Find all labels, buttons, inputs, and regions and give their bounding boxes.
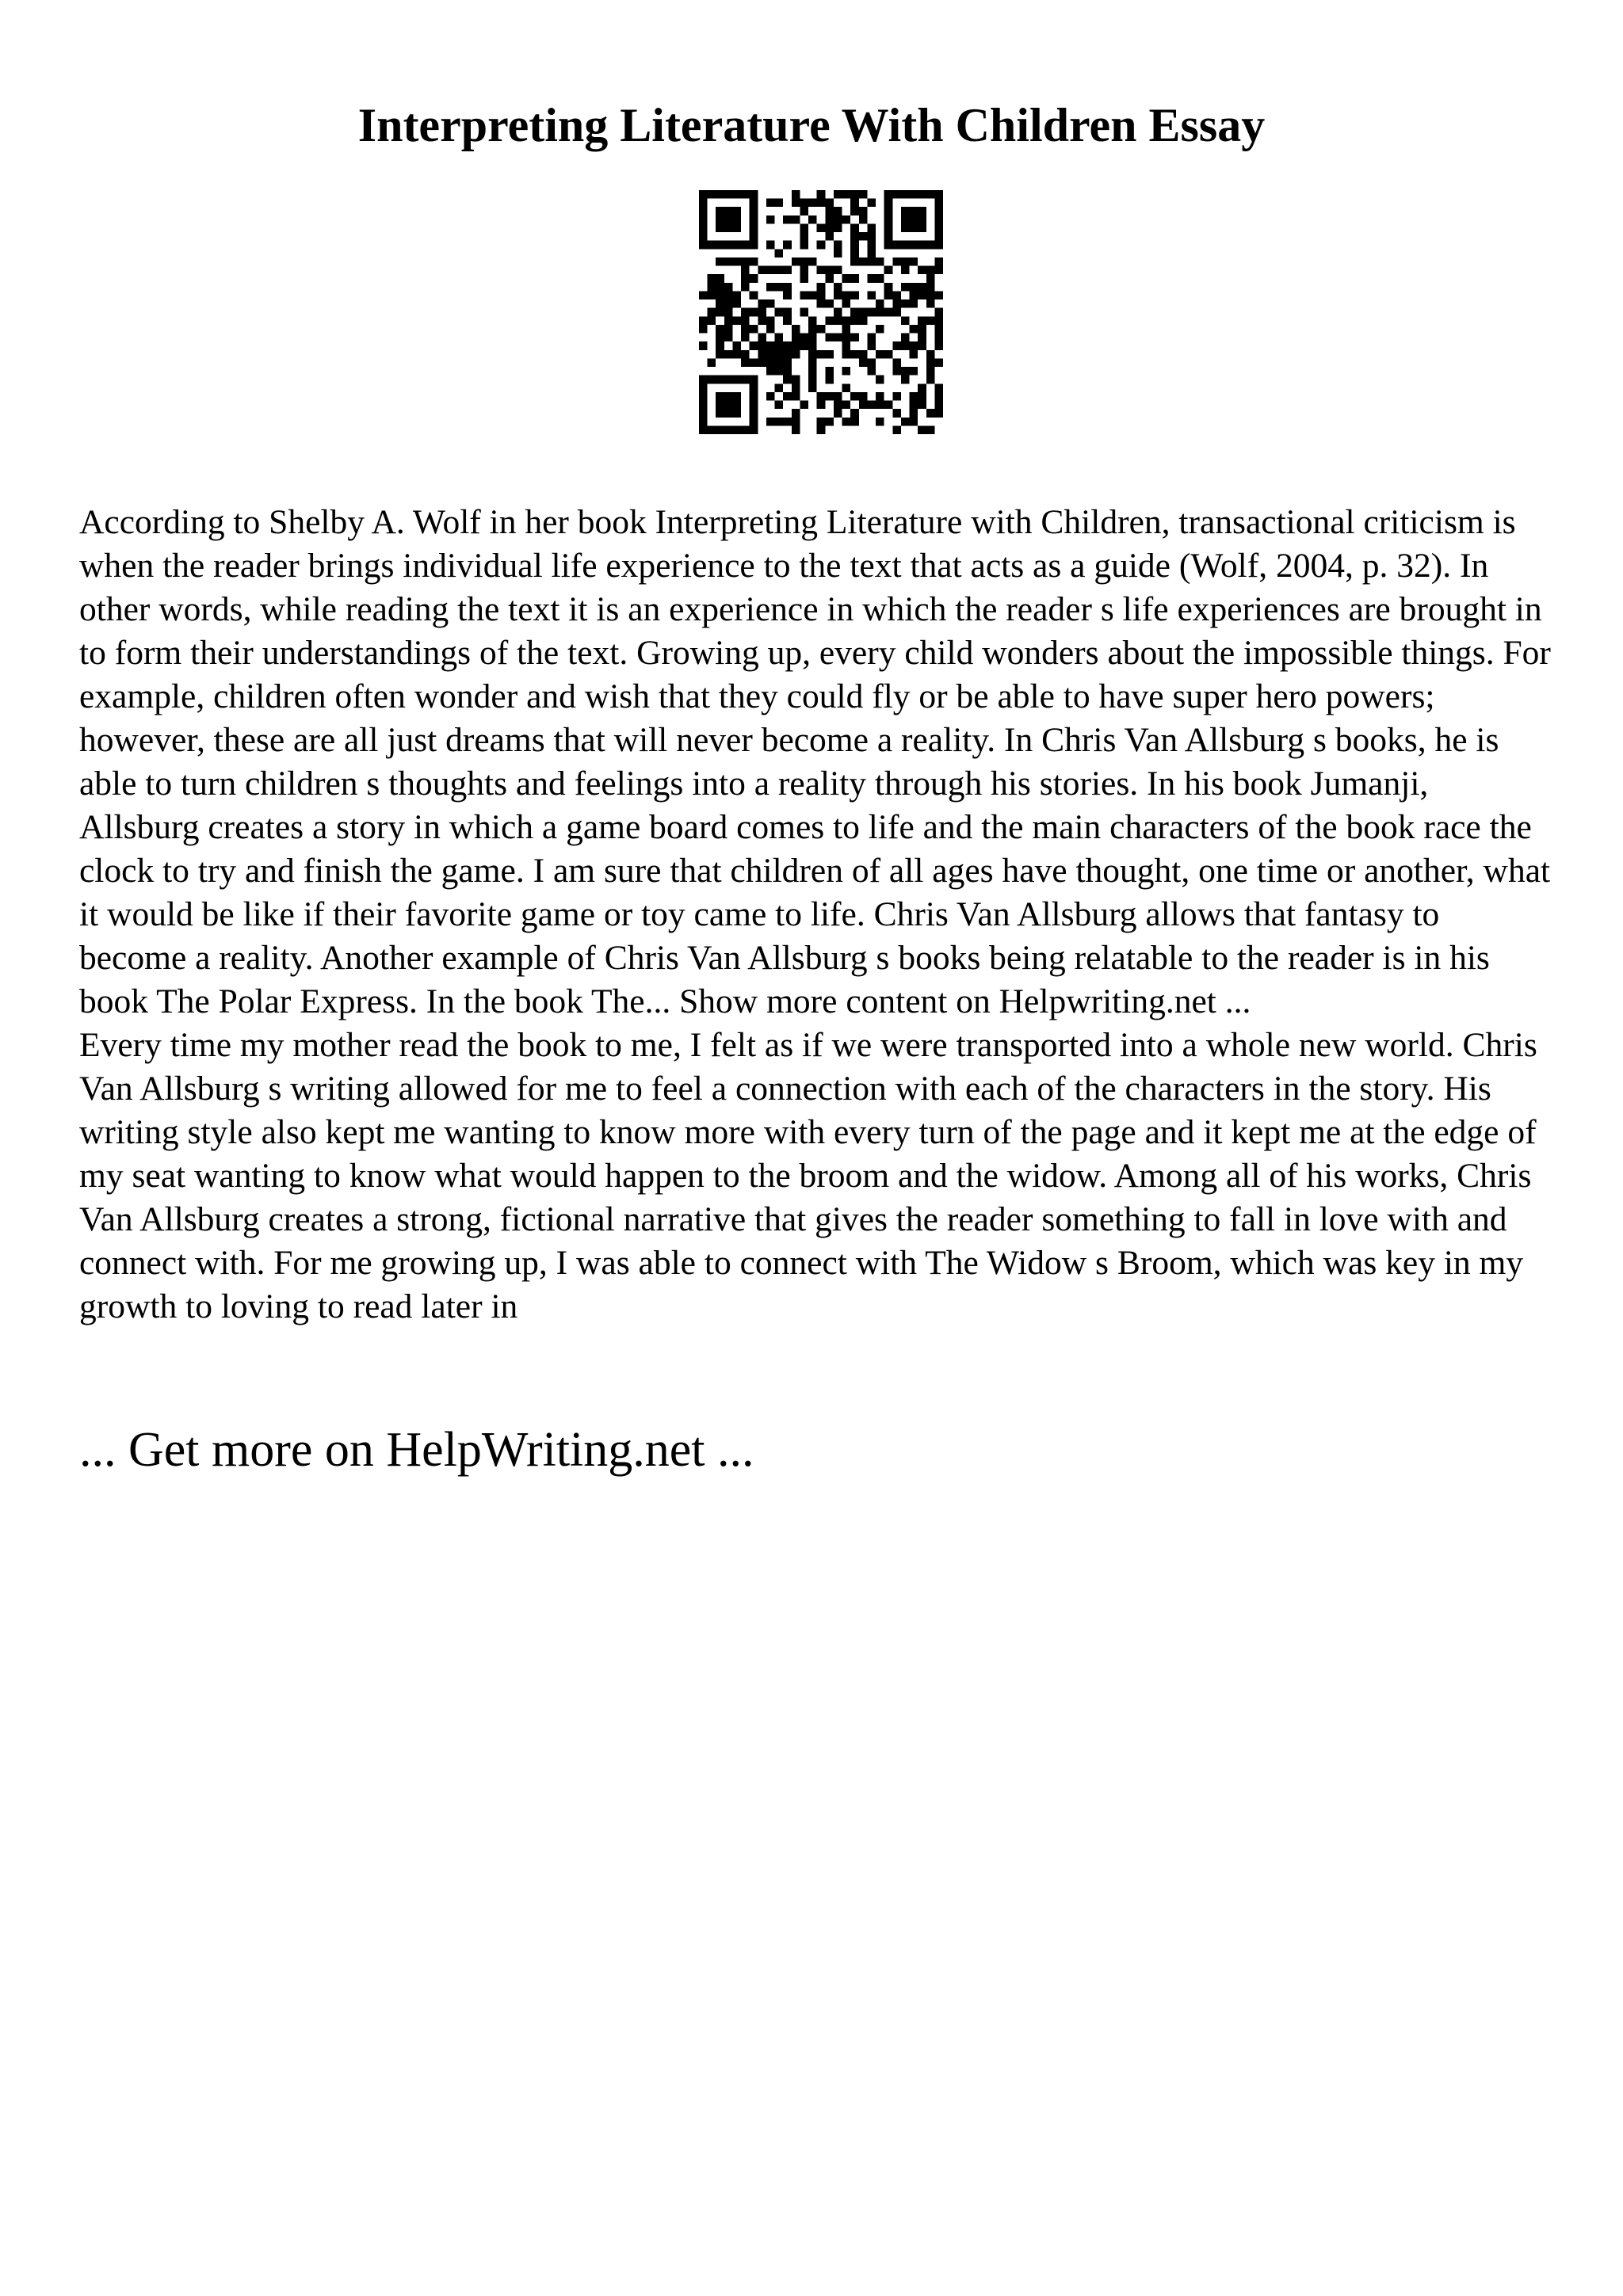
qr-code-icon: [699, 190, 943, 434]
essay-body: [79, 501, 1553, 1329]
page-title: Interpreting Literature With Children Essay: [357, 99, 1266, 151]
essay-paragraph-1: According to Shelby A. Wolf in her book Interpreting Literature with Children, transactional criticism is when the reader brings individual life experience to the text that acts as a guide (Wolf, 2004, p. 32). In other words, while reading the text it is an experience in which the reader s life experiences are brought in to form their understandings of the text. Growing up, every child wonders about the impossible things. For example, children often wonder and wish that they could fly or be able to have super hero powers; however, these are all just dreams that will never become a reality. In Chris Van Allsburg s books, he is able to turn children s thoughts and feelings into a reality through his stories. In his book Jumanji, Allsburg creates a story in which a game board comes to life and the main characters of the book race the clock to try and finish the game. I am sure that children of all ages have thought, one time or another, what it would be like if their favorite game or toy came to life. Chris Van Allsburg allows that fantasy to become a reality. Another example of Chris Van Allsburg s books being relatable to the reader is in his book The Polar Express. In the book The... Show more content on Helpwriting.net ...: [79, 503, 1551, 1020]
essay-paragraph-2: Every time my mother read the book to me, I felt as if we were transported into a whole new world. Chris Van Allsburg s writing allowed for me to feel a connection with each of the characters in the story. His writing style also kept me wanting to know more with every turn of the page and it kept me at the edge of my seat wanting to know what would happen to the broom and the widow. Among all of his works, Chris Van Allsburg creates a strong, fictional narrative that gives the reader something to fall in love with and connect with. For me growing up, I was able to connect with The Widow s Broom, which was key in my growth to loving to read later in: [79, 1026, 1537, 1325]
get-more-link[interactable]: ... Get more on HelpWriting.net ...: [79, 1423, 754, 1477]
